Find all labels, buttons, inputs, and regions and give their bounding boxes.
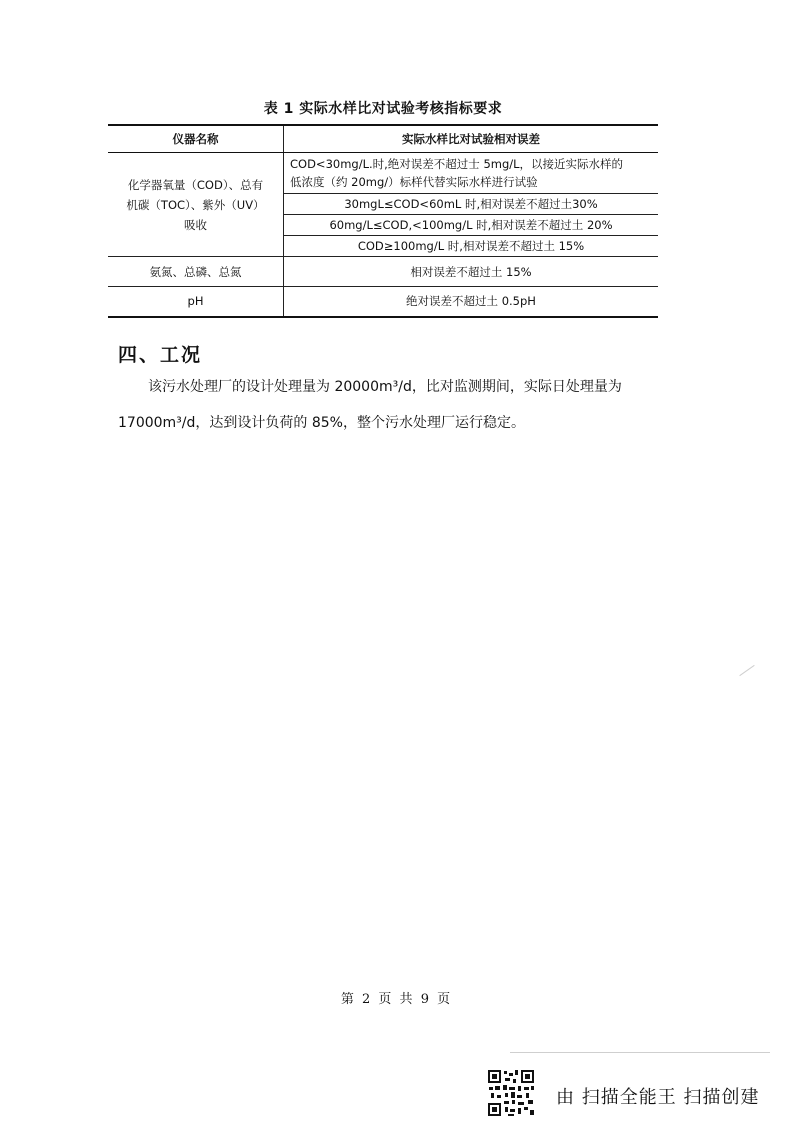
page-number: 第 2 页 共 9 页 xyxy=(340,992,453,1007)
paragraph-line: 该污水处理厂的设计处理量为 20000m³/d，比对监测期间，实际日处理量为 xyxy=(148,379,622,395)
table-caption: 表 1 实际水样比对试验考核指标要求 xyxy=(263,101,503,117)
instrument-line: 化学器氧量（COD）、总有 xyxy=(127,177,264,192)
requirement-cell: 60mg/L≤COD,<100mg/L 时,相对误差不超过土 20% xyxy=(284,215,659,236)
requirement-cell: 绝对误差不超过土 0.5pH xyxy=(284,287,659,317)
requirement-line: 低浓度（约 20mg/）标样代替实际水样进行试验 xyxy=(290,175,538,189)
table-row xyxy=(108,287,658,317)
table-row xyxy=(108,257,658,287)
requirements-table xyxy=(108,124,658,318)
instrument-line: 机碳（TOC）、紫外（UV） xyxy=(126,197,265,212)
scan-artifact-line xyxy=(510,1052,770,1053)
instrument-cell-cod xyxy=(108,153,284,257)
scanner-watermark: 由 扫描全能王 扫描创建 xyxy=(556,1087,760,1108)
instrument-line: 吸收 xyxy=(184,217,207,232)
paragraph-line: 17000m³/d，达到设计负荷的 85%，整个污水处理厂运行稳定。 xyxy=(118,415,525,431)
scan-artifact-mark xyxy=(739,665,754,676)
header-instrument: 仪器名称 xyxy=(108,125,284,153)
requirement-cell: 相对误差不超过土 15% xyxy=(284,257,659,287)
qr-code-icon xyxy=(487,1069,535,1117)
requirement-cell: 30mgL≤COD<60mL 时,相对误差不超过土30% xyxy=(284,194,659,215)
instrument-cell-nutrients: 氨氮、总磷、总氮 xyxy=(108,257,284,287)
instrument-cell-ph: pH xyxy=(108,287,284,317)
section-heading: 四、工况 xyxy=(118,344,203,366)
table-header-row xyxy=(108,125,658,153)
table-row xyxy=(108,153,658,194)
requirement-line: COD<30mg/L.时,绝对误差不超过士 5mg/L，以接近实际水样的 xyxy=(290,157,624,171)
requirement-cell: COD≥100mg/L 时,相对误差不超过土 15% xyxy=(284,236,659,257)
header-requirement: 实际水样比对试验相对误差 xyxy=(284,125,659,153)
requirement-cell xyxy=(284,153,659,194)
